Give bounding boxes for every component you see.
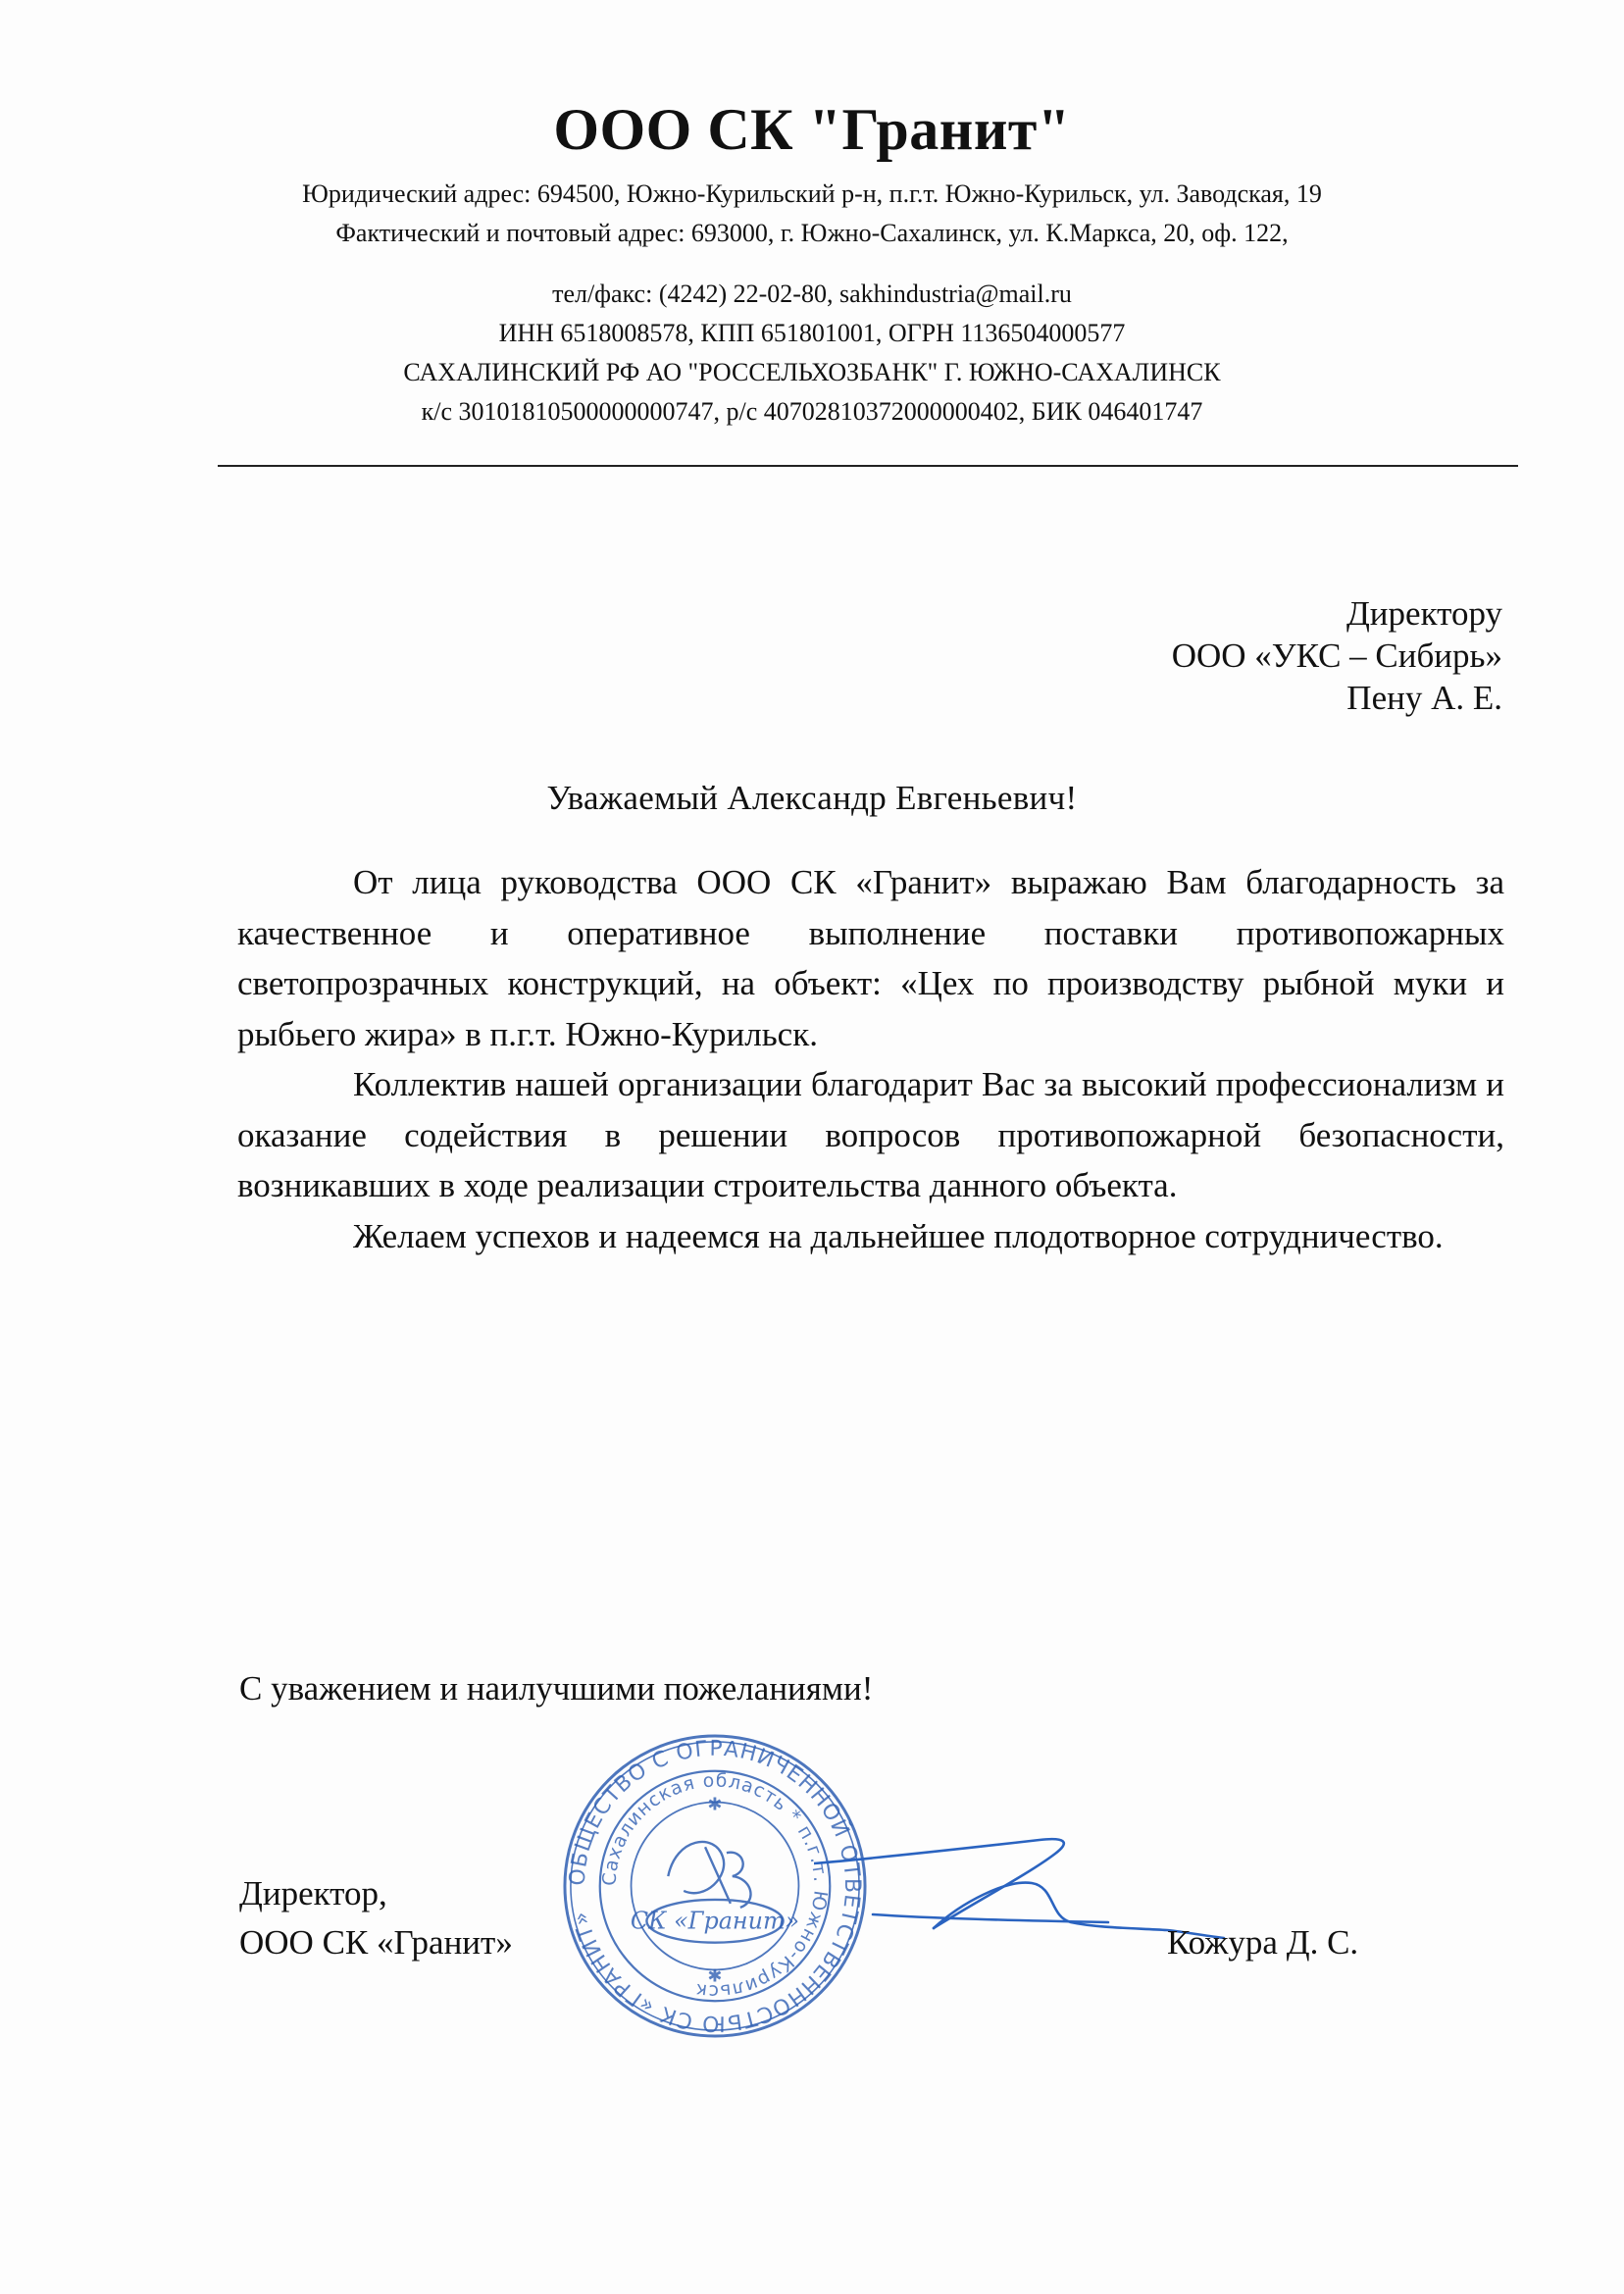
addressee-block xyxy=(1172,592,1502,719)
letter-body xyxy=(237,857,1504,1261)
signatory-position: Директор, xyxy=(239,1874,387,1912)
company-title: ООО СК "Гранит" xyxy=(553,97,1071,162)
letterhead-gap xyxy=(0,253,1624,275)
body-paragraph-2: Коллектив нашей организации благодарит Вас за высокий профессионализм и оказание содействия в решении вопросов противопожарной безопасности, возникавших в ходе реализации строительства данного объекта. xyxy=(237,1065,1504,1204)
signatory-name: Кожура Д. С. xyxy=(1167,1923,1359,1962)
accounts-line: к/с 30101810500000000747, р/с 40702810372000000402, БИК 046401747 xyxy=(421,397,1203,426)
seal-center-text: СК «Гранит» xyxy=(630,1907,800,1935)
bank-line: САХАЛИНСКИЙ РФ АО "РОССЕЛЬХОЗБАНК" Г. ЮЖНО-САХАЛИНСК xyxy=(403,358,1221,386)
addressee-company: ООО «УКС – Сибирь» xyxy=(1171,637,1502,675)
body-paragraph-3: Желаем успехов и надеемся на дальнейшее плодотворное сотрудничество. xyxy=(353,1216,1444,1255)
seal-star-bottom: ✱ xyxy=(707,1965,723,1987)
letterhead xyxy=(0,94,1624,432)
letterhead-divider xyxy=(218,465,1518,467)
seal-outer-text: ОБЩЕСТВО С ОГРАНИЧЕННОЙ ОТВЕТСТВЕННОСТЬЮ СК «ГРАНИТ» xyxy=(565,1736,865,2036)
signatory-block xyxy=(239,1869,513,1967)
registration-line: ИНН 6518008578, КПП 651801001, ОГРН 1136504000577 xyxy=(498,319,1126,347)
salutation: Уважаемый Александр Евгеньевич! xyxy=(546,779,1078,817)
addressee-title: Директору xyxy=(1345,594,1502,633)
signatory-company: ООО СК «Гранит» xyxy=(239,1923,513,1962)
body-paragraph-1: От лица руководства ООО СК «Гранит» выражаю Вам благодарность за качественное и оперативное выполнение поставки противопожарных светопрозрачных конструкций, на объект: «Цех по производству рыбной муки и рыбьего жира» в п.г.т. Южно-Курильск. xyxy=(237,863,1504,1053)
handwritten-signature xyxy=(814,1820,1226,1958)
legal-address: Юридический адрес: 694500, Южно-Курильский р-н, п.г.т. Южно-Курильск, ул. Заводская, 19 xyxy=(302,179,1322,208)
postal-address: Фактический и почтовый адрес: 693000, г. Южно-Сахалинск, ул. К.Маркса, 20, оф. 122, xyxy=(335,219,1289,247)
closing-line: С уважением и наилучшими пожеланиями! xyxy=(239,1669,874,1708)
addressee-name: Пену А. Е. xyxy=(1346,679,1502,717)
seal-inner-text: Сахалинская область * п.г.т. Южно-Курильск xyxy=(598,1769,832,2003)
seal-star-top: ✱ xyxy=(707,1794,723,1815)
contacts-line: тел/факс: (4242) 22-02-80, sakhindustria@mail.ru xyxy=(552,280,1072,308)
